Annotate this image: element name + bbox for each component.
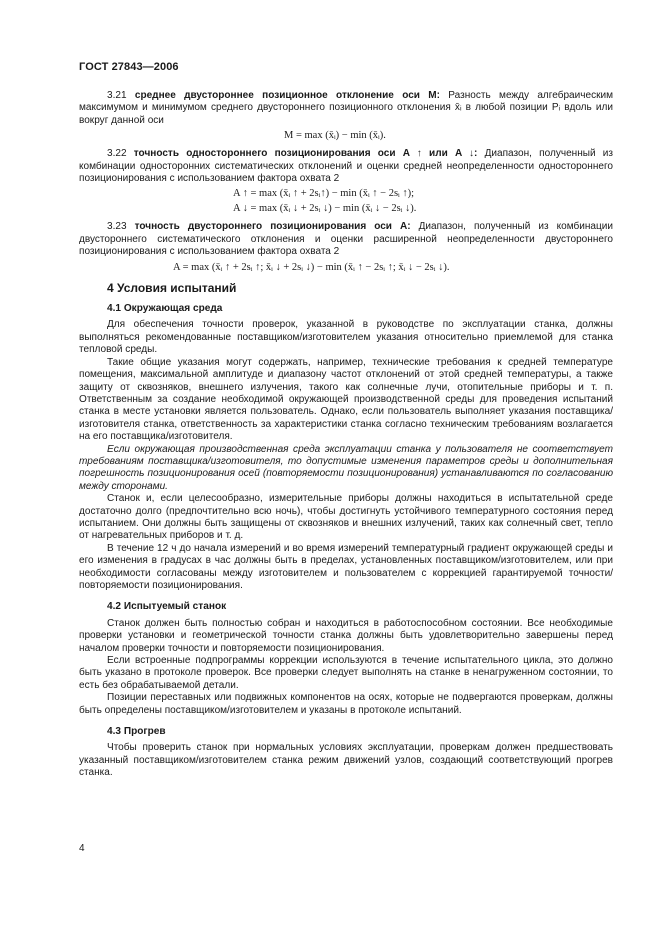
section-title-4: 4 Условия испытаний (107, 280, 237, 295)
term: среднее двустороннее позиционное отклонение оси M: (134, 90, 440, 101)
formula-a-up: A ↑ = max (x̄ᵢ ↑ + 2sᵢ↑) − min (x̄ᵢ ↑ − 2sᵢ ↑); (233, 188, 415, 200)
subsection-title-4-2: 4.2 Испытуемый станок (107, 601, 227, 613)
definition: Диапазон, полученный из комбинации односторонних систематических отклонений и оценки средней неопределенности одностороннего позиционирования с использованием фактора охвата 2 (79, 148, 614, 185)
subsection-title-4-1: 4.1 Окружающая среда (107, 303, 223, 315)
clause-3-21 (79, 90, 613, 127)
paragraph: Для обеспечения точности проверок, указанной в руководстве по эксплуатации станка, должны выполняться рекомендованные поставщиком/изготовителем указания относительно приемлемой для станка тепловой среды. (79, 319, 613, 356)
term: точность одностороннего позиционирования оси A ↑ или A ↓: (133, 148, 478, 160)
page-number: 4 (79, 843, 85, 854)
definition: Разность между алгебраическим максимумом и минимумом среднего двустороннего позиционного отклонения x̄ᵢ в любой позиции Pᵢ вдоль или вокруг данной оси (79, 90, 614, 126)
clause-number: 3.23 (107, 221, 127, 233)
paragraph-italic: Если окружающая производственная среда эксплуатации станка у пользователя не соответствует требованиям поставщика/изготовителя, то допустимые изменения параметров среды и дополнительная погрешность позиционирования осей (повторяемости позиционирования) устанавливаются по согласованию между сторонами. (79, 443, 613, 492)
clause-3-22 (79, 148, 613, 185)
clause-number: 3.22 (107, 148, 127, 160)
paragraph: Чтобы проверить станок при нормальных условиях эксплуатации, проверкам должен предшествовать указанный поставщиком/изготовителем станка режим движений узлов, создающий соответствующий прогрев станка. (79, 742, 613, 779)
subsection-title-4-3: 4.3 Прогрев (107, 726, 166, 738)
clause-3-23 (79, 221, 613, 258)
clause-number: 3.21 (107, 90, 127, 101)
document-header: ГОСТ 27843—2006 (79, 61, 179, 73)
paragraph: Станок и, если целесообразно, измерительные приборы должны находиться в испытательной среде достаточно долго (предпочтительно всю ночь), чтобы достигнуть устойчивого температурного состояния перед испытанием. Они должны быть защищены от сквозняков и внешних излучений, таких как солнечный свет, тепло от нагревательных приборов и т. д. (79, 493, 613, 542)
formula-a: A = max (x̄ᵢ ↑ + 2sᵢ ↑; x̄ᵢ ↓ + 2sᵢ ↓) − min (x̄ᵢ ↑ − 2sᵢ ↑; x̄ᵢ ↓ − 2sᵢ ↓). (173, 261, 450, 273)
definition: Диапазон, полученный из комбинации двустороннего систематического отклонения и оценки расширенной неопределенности двустороннего позиционирования с использованием фактора охвата 2 (79, 221, 613, 258)
paragraph: В течение 12 ч до начала измерений и во время измерений температурный градиент окружающей среды и его изменения в градусах в час должны быть в пределах, установленных поставщиком/изготовителем, или при необходимости согласованы между изготовителем и пользователем с коррекцией гарантируемой точности/повторяемости позиционирования. (79, 542, 613, 591)
document-body (79, 90, 613, 780)
paragraph: Позиции переставных или подвижных компонентов на осях, которые не подвергаются проверкам, должны быть определены поставщиком/изготовителем и указаны в протоколе испытаний. (79, 692, 613, 716)
formula-m: M = max (x̄ᵢ) − min (x̄ᵢ). (284, 130, 386, 142)
term: точность двустороннего позиционирования оси A: (134, 221, 411, 233)
paragraph: Такие общие указания могут содержать, например, технические требования к средней температуре помещения, максимальной амплитуде и диапазону частот отклонений от этой средней температуры, а также защиту от сквозняков, внешнего излучения, такого как солнечные лучи, отопительные приборы и т. п. Ответственным за создание необходимой окружающей производственной среды для проведения испытаний станка в месте установки является пользователь. Однако, если пользователь выполняет указания поставщика/изготовителя станка, ответственность за характеристики станка согласно техническим требованиям возлагается на его поставщика/изготовителя. (79, 356, 613, 443)
paragraph: Станок должен быть полностью собран и находиться в работоспособном состоянии. Все необходимые проверки установки и геометрической точности станка должны быть удовлетворительно завершены перед началом проверки точности и повторяемости позиционирования. (79, 617, 613, 654)
paragraph: Если встроенные подпрограммы коррекции используются в течение испытательного цикла, это должно быть указано в протоколе проверок. Все проверки следует выполнять на станке в ненагруженном состоянии, то есть без обрабатываемой детали. (79, 655, 613, 691)
formula-a-down: A ↓ = max (x̄ᵢ ↓ + 2sᵢ ↓) − min (x̄ᵢ ↓ − 2sᵢ ↓). (233, 203, 417, 215)
